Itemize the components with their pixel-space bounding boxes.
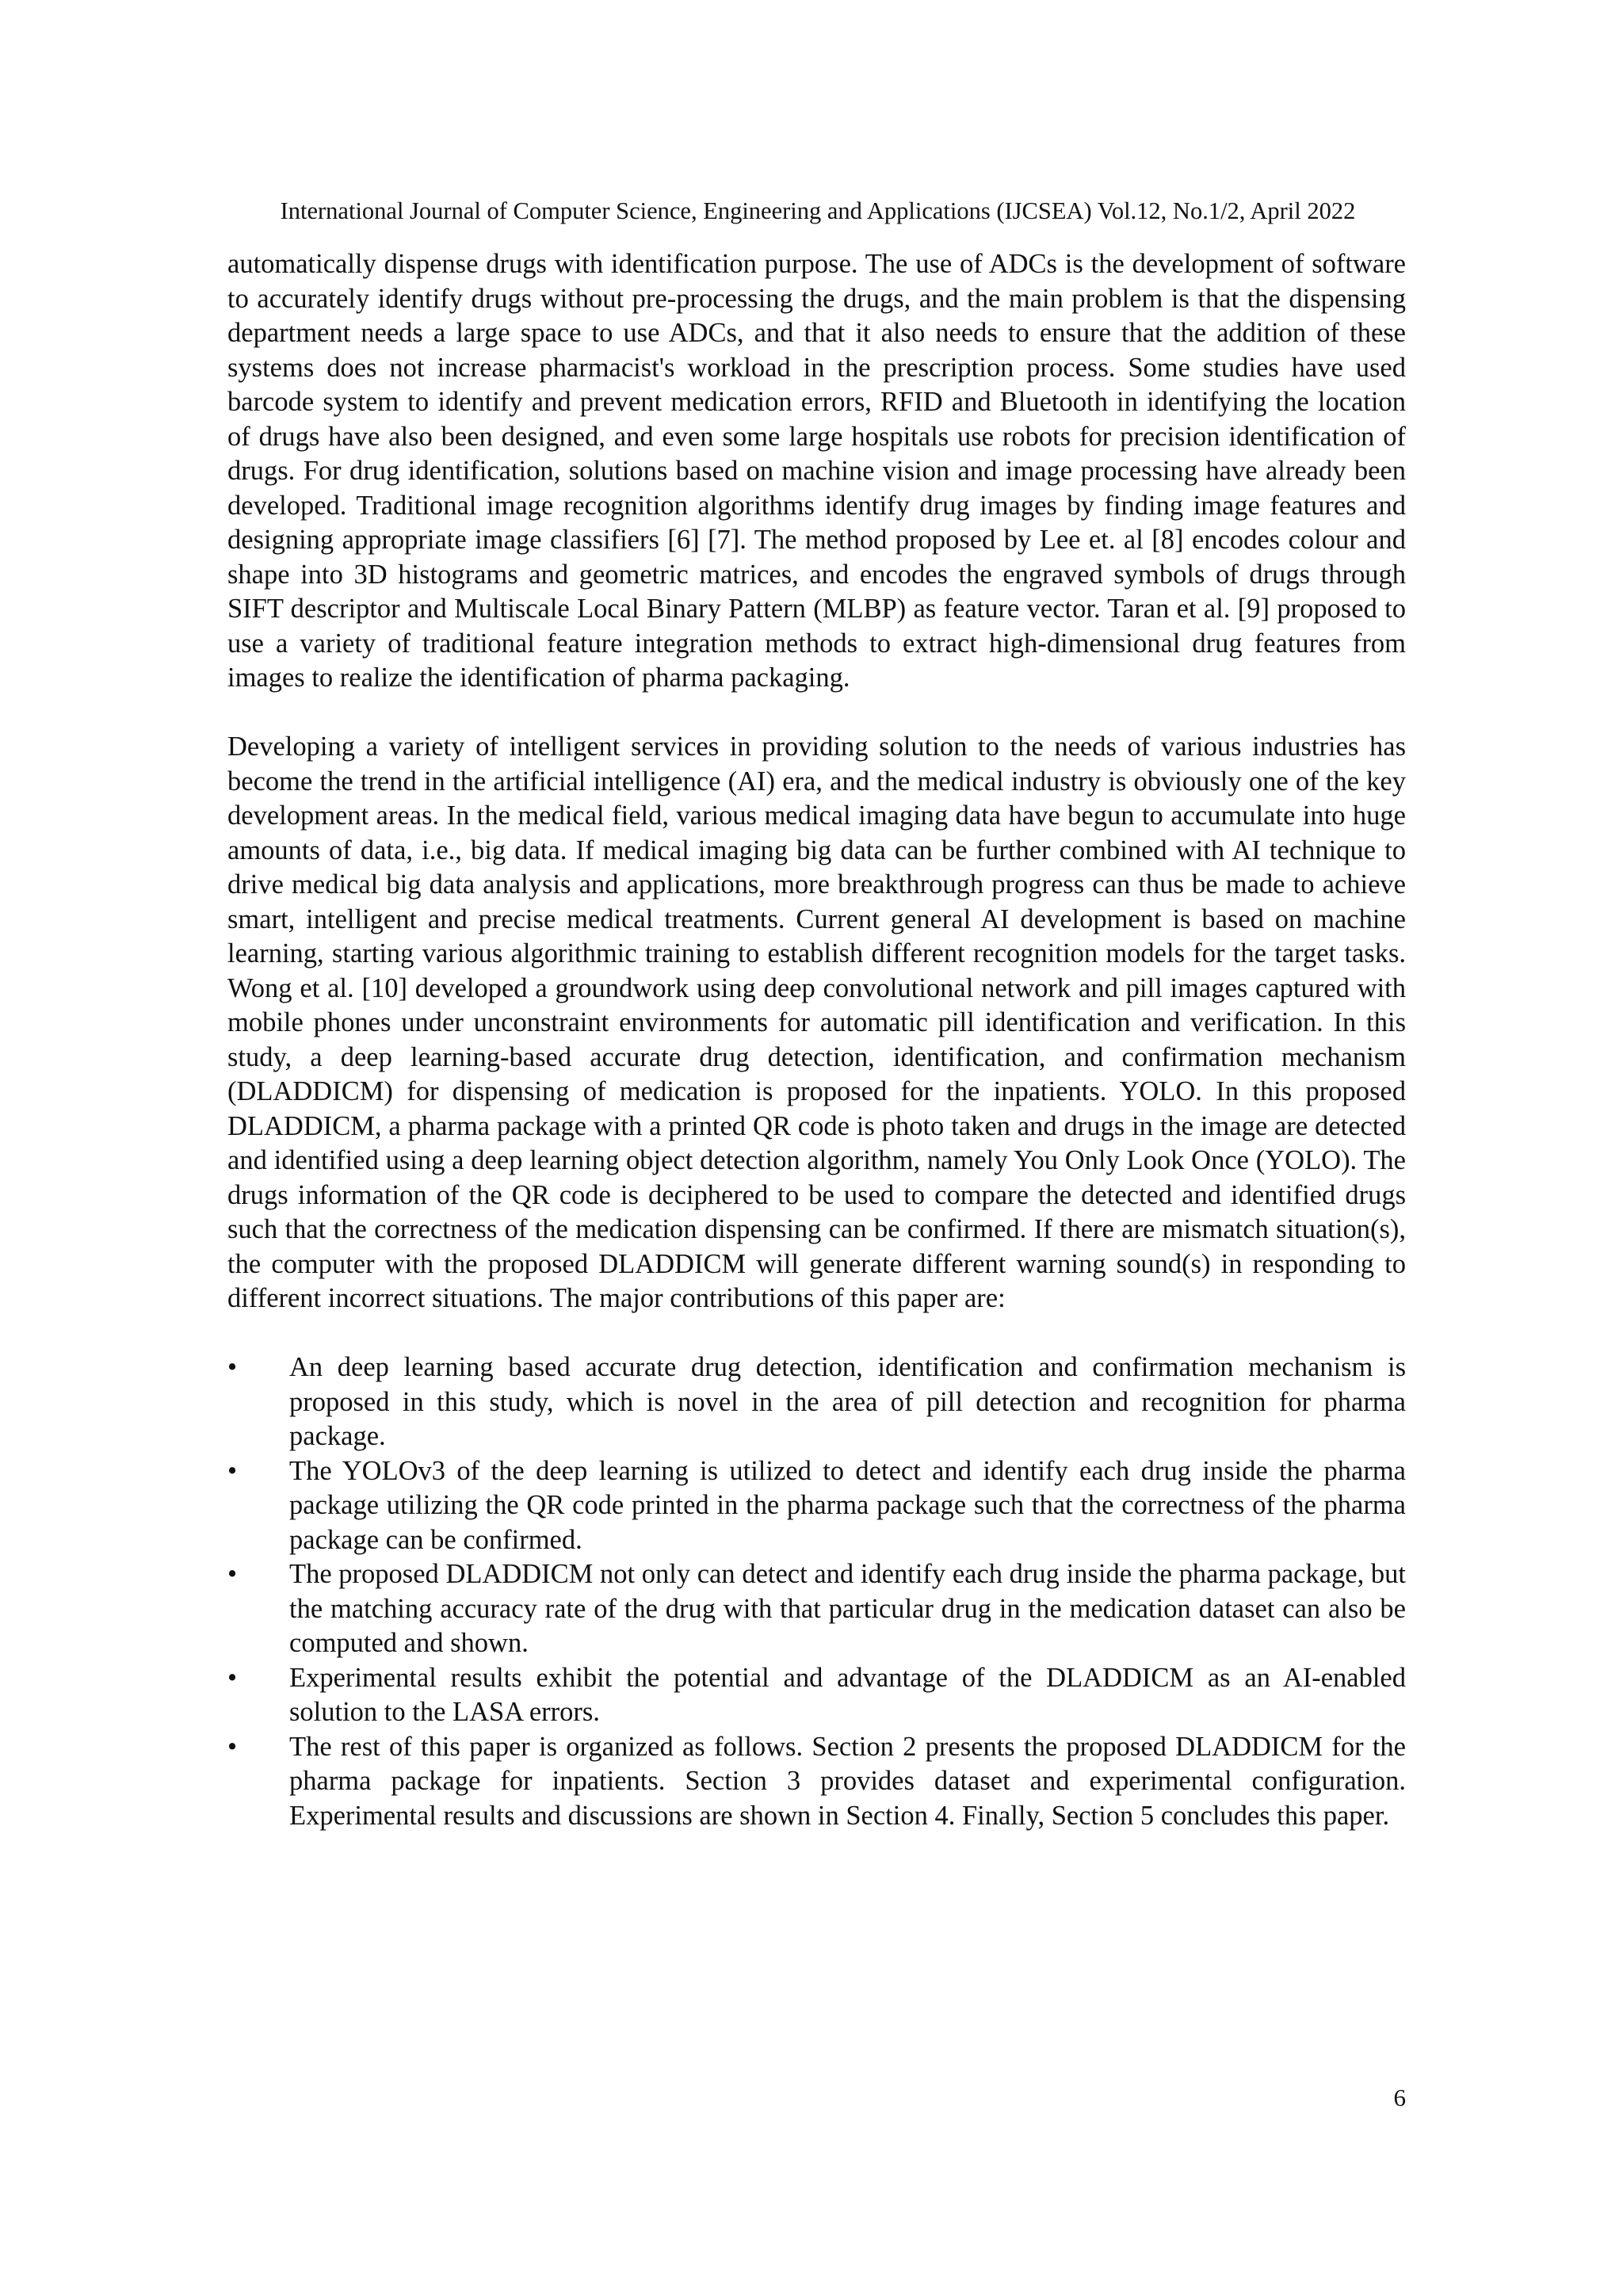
contribution-item [227,1454,1406,1558]
bullet-marker: • [227,1455,238,1486]
page-number: 6 [1393,2084,1406,2111]
paragraph-ai-development: Developing a variety of intelligent services in providing solution to the needs of various industries has become the trend in the artificial intelligence (AI) era, and the medical industry is obviously one of the key development areas. In the medical field, various medical imaging data have begun to accumulate into huge amounts of data, i.e., big data. If medical imaging big data can be further combined with AI technique to drive medical big data analysis and applications, more breakthrough progress can thus be made to achieve smart, intelligent and precise medical treatments. Current general AI development is based on machine learning, starting various algorithmic training to establish different recognition models for the target tasks. Wong et al. [10] developed a groundwork using deep convolutional network and pill images captured with mobile phones under unconstraint environments for automatic pill identification and verification. In this study, a deep learning-based accurate drug detection, identification, and confirmation mechanism (DLADDICM) for dispensing of medication is proposed for the inpatients. YOLO. In this proposed DLADDICM, a pharma package with a printed QR code is photo taken and drugs in the image are detected and identified using a deep learning object detection algorithm, namely You Only Look Once (YOLO). The drugs information of the QR code is deciphered to be used to compare the detected and identified drugs such that the correctness of the medication dispensing can be confirmed. If there are mismatch situation(s), the computer with the proposed DLADDICM will generate different warning sound(s) in responding to different incorrect situations. The major contributions of this paper are: [227,732,1406,1313]
contributions-list [227,1350,1406,1833]
bullet-marker: • [227,1559,238,1589]
bullet-marker: • [227,1731,238,1762]
contribution-text: Experimental results exhibit the potential and advantage of the DLADDICM as an AI-enabled solution to the LASA errors. [289,1662,1406,1727]
contribution-item [227,1730,1406,1834]
contribution-text: The proposed DLADDICM not only can detect and identify each drug inside the pharma package, but the matching accuracy rate of the drug with that particular drug in the medication dataset can also be computed and shown. [289,1559,1406,1658]
contribution-text: An deep learning based accurate drug detection, identification and confirmation mechanism is proposed in this study, which is novel in the area of pill detection and recognition for pharma package. [289,1352,1406,1451]
paragraph-adc-background: automatically dispense drugs with identification purpose. The use of ADCs is the development of software to accurately identify drugs without pre-processing the drugs, and the main problem is that the dispensing department needs a large space to use ADCs, and that it also needs to ensure that the addition of these systems does not increase pharmacist's workload in the prescription process. Some studies have used barcode system to identify and prevent medication errors, RFID and Bluetooth in identifying the location of drugs have also been designed, and even some large hospitals use robots for precision identification of drugs. For drug identification, solutions based on machine vision and image processing have already been developed. Traditional image recognition algorithms identify drug images by finding image features and designing appropriate image classifiers [6] [7]. The method proposed by Lee et. al [8] encodes colour and shape into 3D histograms and geometric matrices, and encodes the engraved symbols of drugs through SIFT descriptor and Multiscale Local Binary Pattern (MLBP) as feature vector. Taran et al. [9] proposed to use a variety of traditional feature integration methods to extract high-dimensional drug features from images to realize the identification of pharma packaging. [227,249,1406,693]
contribution-item [227,1557,1406,1661]
contribution-text: The YOLOv3 of the deep learning is utilized to detect and identify each drug inside the pharma package utilizing the QR code printed in the pharma package such that the correctness of the pharma package can be confirmed. [289,1455,1406,1555]
bullet-marker: • [227,1352,238,1382]
body-text [227,247,1406,1833]
contribution-text: The rest of this paper is organized as follows. Section 2 presents the proposed DLADDICM for the pharma package for inpatients. Section 3 provides dataset and experimental configuration. Experimental results and discussions are shown in Section 4. Finally, Section 5 concludes this paper. [289,1731,1406,1831]
contribution-item [227,1661,1406,1730]
contribution-item [227,1350,1406,1454]
bullet-marker: • [227,1662,238,1693]
running-header: International Journal of Computer Science, Engineering and Applications (IJCSEA) Vol.12, No.1/2, April 2022 [280,197,1356,224]
